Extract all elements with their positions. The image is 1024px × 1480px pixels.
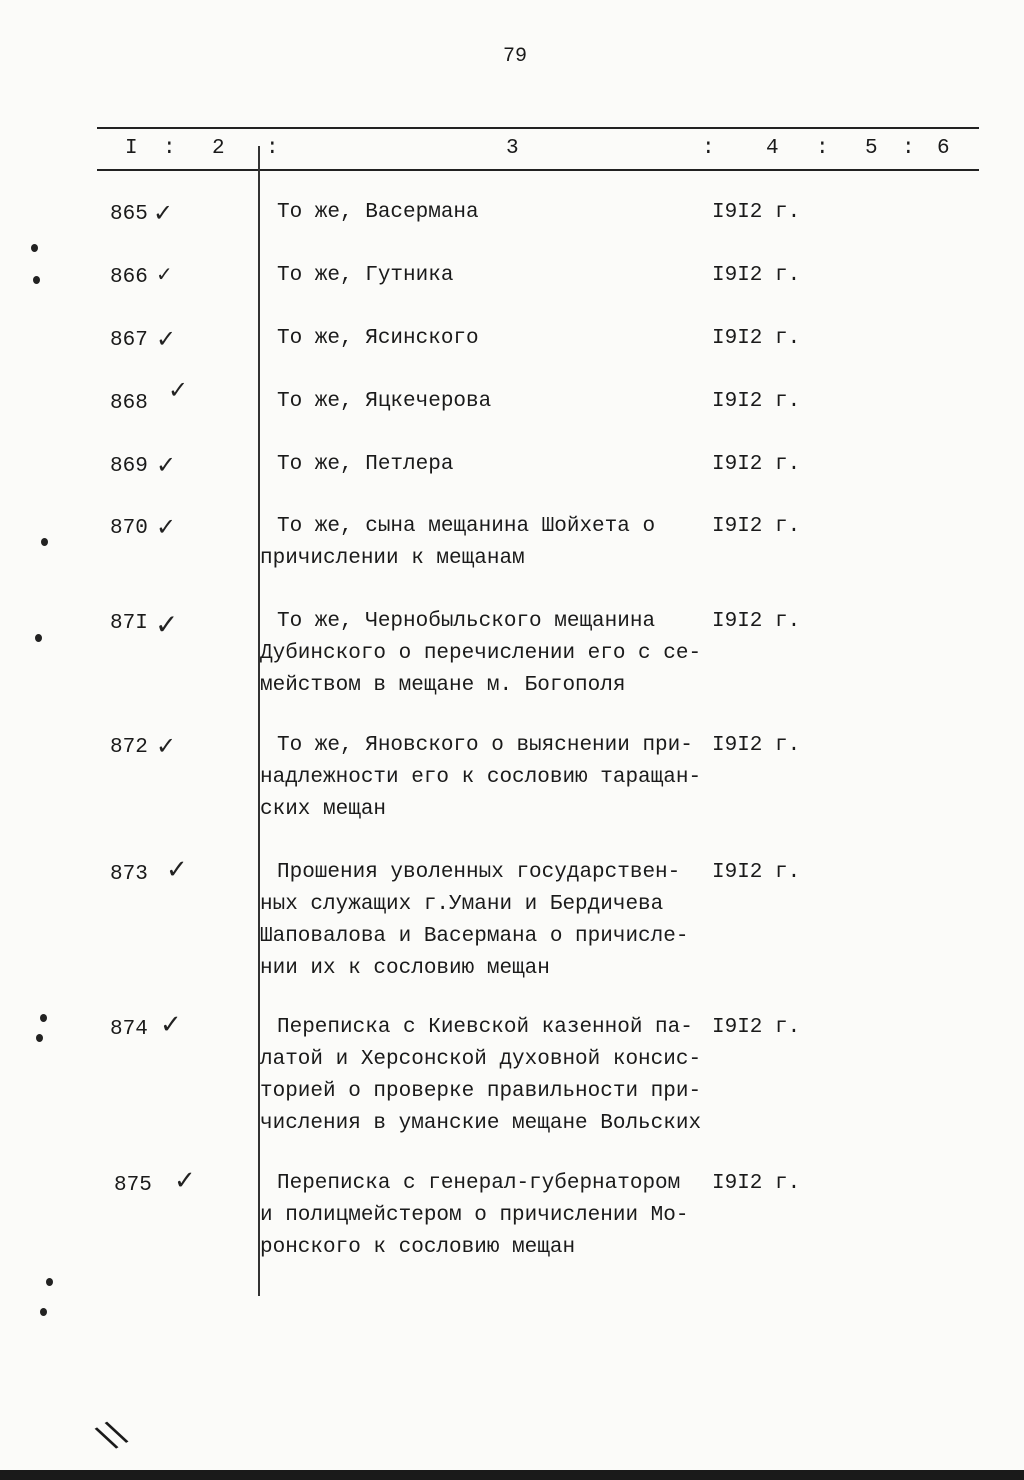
entry-text: нии их к сословию мещан (260, 957, 550, 980)
page-number: 79 (503, 45, 528, 68)
check-mark-icon: ✓ (153, 199, 174, 227)
entry-year: I9I2 г. (712, 390, 801, 413)
entry-text: и полицмейстером о причислении Мо- (260, 1204, 689, 1227)
entry-number: 868 (110, 392, 148, 415)
entry-text: То же, Яцкечерова (277, 390, 492, 413)
entry-year: I9I2 г. (712, 327, 801, 350)
table-top-rule (97, 127, 979, 129)
entry-year: I9I2 г. (712, 201, 801, 224)
entry-number: 866 (110, 266, 148, 289)
entry-text: Дубинского о перечислении его с се- (260, 642, 702, 665)
entry-year: I9I2 г. (712, 1172, 801, 1195)
binding-hole-icon (35, 634, 42, 642)
entry-text: торией о проверке правильности при- (260, 1080, 702, 1103)
entry-number: 867 (110, 329, 148, 352)
binding-hole-icon (46, 1278, 53, 1286)
check-mark-icon: ✓ (168, 376, 189, 404)
table-header-rule (97, 169, 979, 171)
header-sep: : (163, 137, 176, 160)
entry-number: 873 (110, 863, 148, 886)
entry-year: I9I2 г. (712, 610, 801, 633)
entry-number: 870 (110, 517, 148, 540)
header-sep: : (816, 137, 829, 160)
entry-year: I9I2 г. (712, 861, 801, 884)
entry-text: мейством в мещане м. Богополя (260, 674, 626, 697)
entry-text: То же, Гутника (277, 264, 454, 287)
check-mark-icon: ✓ (156, 451, 177, 479)
check-mark-icon: ✓ (156, 325, 177, 353)
entry-text: То же, Яновского о выяснении при- (277, 734, 693, 757)
entry-number: 875 (114, 1174, 152, 1197)
header-col-1: I (125, 137, 138, 160)
entry-text: надлежности его к сословию таращан- (260, 766, 702, 789)
entry-text: Прошения уволенных государствен- (277, 861, 681, 884)
binding-hole-icon (41, 538, 48, 546)
scan-edge (0, 1470, 1024, 1480)
entry-text: Переписка с генерал-губернатором (277, 1172, 681, 1195)
check-mark-icon: ✓ (156, 262, 173, 286)
header-sep: : (902, 137, 915, 160)
entry-number: 865 (110, 203, 148, 226)
entry-text: Переписка с Киевской казенной па- (277, 1016, 693, 1039)
entry-text: То же, сына мещанина Шойхета о (277, 515, 656, 538)
entry-number: 872 (110, 736, 148, 759)
check-mark-icon: ✓ (166, 855, 188, 885)
header-col-2: 2 (212, 137, 225, 160)
entry-text: То же, Чернобыльского мещанина (277, 610, 656, 633)
entry-year: I9I2 г. (712, 515, 801, 538)
check-mark-icon: ✓ (156, 513, 177, 541)
check-mark-icon: ✓ (156, 732, 177, 760)
entry-year: I9I2 г. (712, 1016, 801, 1039)
entry-text: ронского к сословию мещан (260, 1236, 576, 1259)
entry-text: То же, Ясинского (277, 327, 479, 350)
entry-number: 87I (110, 612, 148, 635)
entry-year: I9I2 г. (712, 264, 801, 287)
check-mark-icon: ✓ (174, 1166, 196, 1196)
entry-text: латой и Херсонской духовной консис- (260, 1048, 702, 1071)
entry-text: причислении к мещанам (260, 547, 525, 570)
binding-hole-icon (31, 244, 38, 252)
entry-text: ских мещан (260, 798, 387, 821)
entry-text: То же, Васермана (277, 201, 479, 224)
entry-text: То же, Петлера (277, 453, 454, 476)
header-col-5: 5 (865, 137, 878, 160)
entry-number: 874 (110, 1018, 148, 1041)
check-mark-icon: ✓ (160, 1010, 182, 1040)
binding-hole-icon (40, 1308, 47, 1316)
entry-text: Шаповалова и Васермана о причисле- (260, 925, 689, 948)
header-sep: : (702, 137, 715, 160)
entry-number: 869 (110, 455, 148, 478)
binding-hole-icon (33, 276, 40, 284)
entry-text: числения в уманские мещане Вольских (260, 1112, 702, 1135)
header-col-4: 4 (766, 137, 779, 160)
handwritten-mark-icon: \\ (91, 1411, 132, 1459)
header-col-6: 6 (937, 137, 950, 160)
header-sep: : (266, 137, 279, 160)
binding-hole-icon (36, 1034, 43, 1042)
entry-year: I9I2 г. (712, 734, 801, 757)
header-col-3: 3 (506, 137, 519, 160)
entry-text: ных служащих г.Умани и Бердичева (260, 893, 664, 916)
entry-year: I9I2 г. (712, 453, 801, 476)
binding-hole-icon (40, 1014, 47, 1022)
check-mark-icon: ✓ (155, 608, 179, 641)
